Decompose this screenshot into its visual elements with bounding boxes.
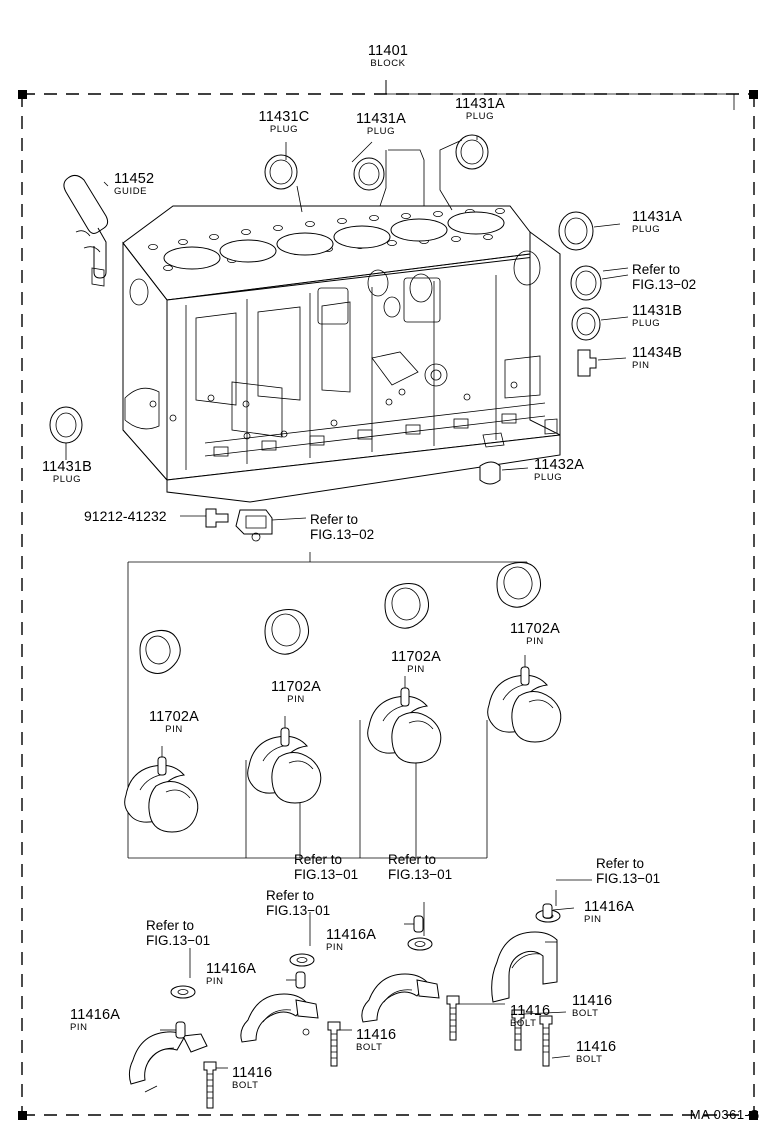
ref-fig13-01-f: Refer to FIG.13−01 xyxy=(596,856,661,887)
label-11431b-plug-left: 11431B PLUG xyxy=(41,459,93,485)
label-11416a-pin-2: 11416A PIN xyxy=(206,961,257,987)
main-bearing-cap-parts xyxy=(129,932,557,1092)
label-11431c-plug-top: 11431C PLUG xyxy=(258,109,310,135)
label-11431a-plug-right: 11431A PLUG xyxy=(632,209,683,235)
label-11416-bolt-3: 11416 BOLT xyxy=(510,1003,551,1029)
label-11702a-pin-3: 11702A PIN xyxy=(390,649,442,675)
label-11702a-pin-4: 11702A PIN xyxy=(509,621,561,647)
label-11416a-pin-1: 11416A PIN xyxy=(70,1007,121,1033)
washer-bracket-part xyxy=(180,509,306,541)
main-bearing-upper-parts xyxy=(140,563,541,674)
ref-fig13-01-a: Refer to FIG.13−01 xyxy=(294,852,359,883)
ref-fig13-02-right: Refer to FIG.13−02 xyxy=(632,262,697,293)
label-11416-bolt-4: 11416 BOLT xyxy=(572,993,613,1019)
label-11702a-pin-1: 11702A PIN xyxy=(148,709,200,735)
label-11416a-pin-3: 11416A PIN xyxy=(326,927,377,953)
right-ref-leader xyxy=(603,268,628,271)
label-91212-41232: 91212-41232 xyxy=(84,508,167,524)
dipstick-guide-part xyxy=(64,175,108,286)
label-11431b-plug-right: 11431B PLUG xyxy=(632,303,683,329)
left-plug-part xyxy=(50,407,82,460)
ref-fig13-01-b: Refer to FIG.13−01 xyxy=(388,852,453,883)
label-11431a-plug-top1: 11431A PLUG xyxy=(355,111,407,137)
label-11452-guide: 11452 GUIDE xyxy=(114,171,155,197)
label-11416-bolt-5: 11416 BOLT xyxy=(576,1039,617,1065)
main-bearing-lower-parts xyxy=(125,655,561,832)
title-leader xyxy=(386,80,734,110)
figure-code: MA 0361-G xyxy=(689,1107,760,1122)
ref-fig13-01-c: Refer to FIG.13−01 xyxy=(266,888,331,919)
label-11401-block: 11401 BLOCK xyxy=(367,43,409,69)
label-11431a-plug-top2: 11431A PLUG xyxy=(454,96,506,122)
label-11416a-pin-4: 11416A PIN xyxy=(584,899,635,925)
label-11432a-plug: 11432A PLUG xyxy=(534,457,585,483)
ref-fig13-02-center: Refer to FIG.13−02 xyxy=(310,512,375,543)
plug-11432a-part xyxy=(480,462,528,484)
cylinder-block-body xyxy=(123,206,560,502)
right-side-plug-parts xyxy=(559,212,628,376)
label-11434b-pin: 11434B PIN xyxy=(632,345,683,371)
label-11416-bolt-2: 11416 BOLT xyxy=(356,1027,397,1053)
label-11702a-pin-2: 11702A PIN xyxy=(270,679,322,705)
label-11416-bolt-1: 11416 BOLT xyxy=(232,1065,273,1091)
ref-fig13-01-d: Refer to FIG.13−01 xyxy=(146,918,211,949)
